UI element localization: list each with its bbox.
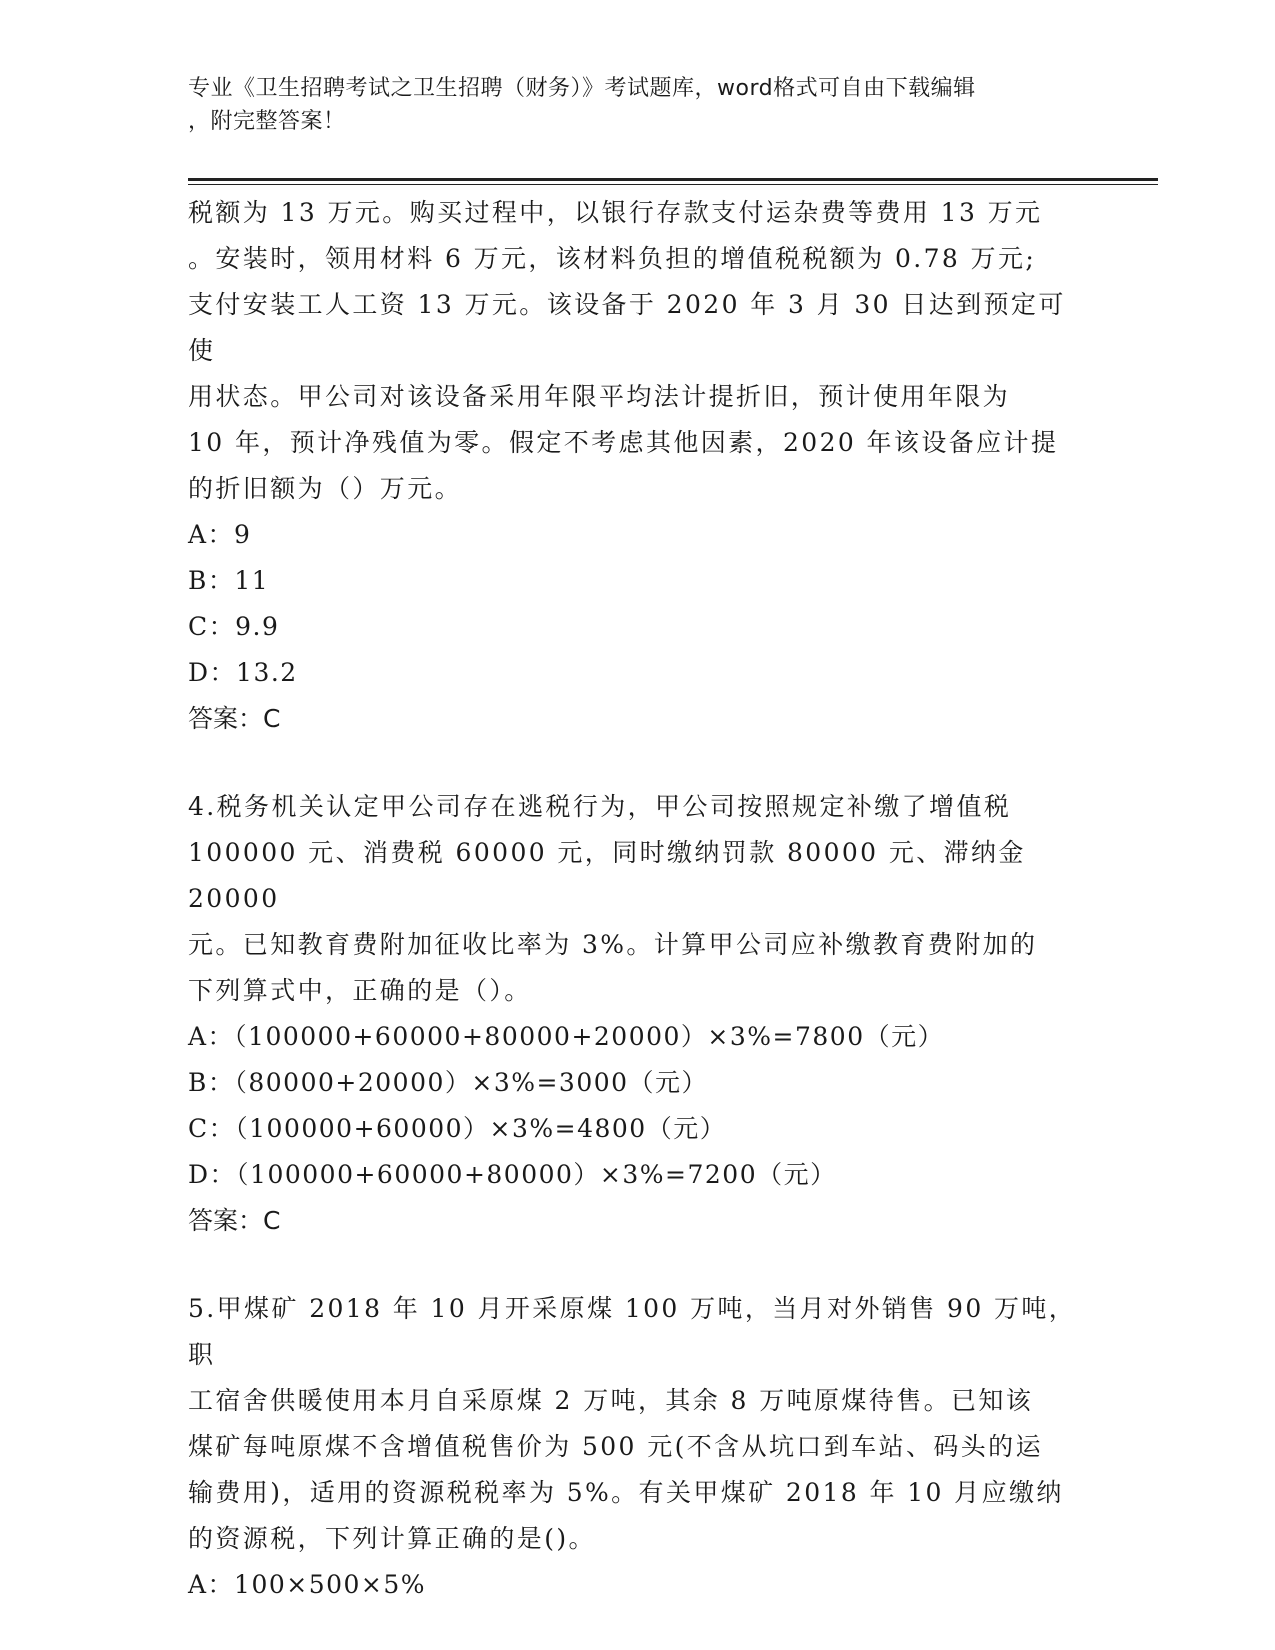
question-4-line: 4.税务机关认定甲公司存在逃税行为，甲公司按照规定补缴了增值税 — [188, 792, 1012, 821]
question-4-option-c: C：（100000+60000）×3%=4800（元） — [188, 1114, 727, 1143]
question-3-line: 的折旧额为（）万元。 — [188, 474, 463, 503]
question-4-option-d: D：（100000+60000+80000）×3%=7200（元） — [188, 1160, 837, 1189]
question-4-option-b: B：（80000+20000）×3%=3000（元） — [188, 1068, 709, 1097]
question-3-line: 用状态。甲公司对该设备采用年限平均法计提折旧，预计使用年限为 — [188, 382, 1011, 411]
question-spacer — [188, 742, 1078, 784]
question-3-option-a: A：9 — [188, 520, 252, 549]
question-4-option-a: A：（100000+60000+80000+20000）×3%=7800（元） — [188, 1022, 945, 1051]
header-line-1: 专业《卫生招聘考试之卫生招聘（财务）》考试题库，word格式可自由下载编辑 — [188, 76, 976, 101]
header-divider-thick — [188, 178, 1158, 181]
question-3-line: 税额为 13 万元。购买过程中，以银行存款支付运杂费等费用 13 万元 — [188, 198, 1043, 227]
question-3-line: 。安装时，领用材料 6 万元，该材料负担的增值税税额为 0.78 万元; — [188, 244, 1037, 273]
question-5-option-a: A：100×500×5% — [188, 1570, 427, 1599]
question-5-line: 输费用)，适用的资源税税率为 5%。有关甲煤矿 2018 年 10 月应缴纳 — [188, 1478, 1064, 1507]
question-5-line: 5.甲煤矿 2018 年 10 月开采原煤 100 万吨，当月对外销售 90 万吨，职 — [188, 1294, 1077, 1369]
question-5-line: 的资源税，下列计算正确的是()。 — [188, 1524, 596, 1553]
document-header — [188, 72, 1068, 138]
question-3-option-b: B：11 — [188, 566, 270, 595]
question-spacer — [188, 1244, 1078, 1286]
question-3-line: 10 年，预计净残值为零。假定不考虑其他因素，2020 年该设备应计提 — [188, 428, 1059, 457]
question-3-answer: 答案：C — [188, 704, 281, 733]
question-4-line: 元。已知教育费附加征收比率为 3%。计算甲公司应补缴教育费附加的 — [188, 930, 1038, 959]
document-body — [188, 190, 1078, 1608]
question-4-line: 100000 元、消费税 60000 元，同时缴纳罚款 80000 元、滞纳金 20000 — [188, 838, 1026, 913]
question-3-line: 支付安装工人工资 13 万元。该设备于 2020 年 3 月 30 日达到预定可使 — [188, 290, 1066, 365]
question-4-line: 下列算式中，正确的是（）。 — [188, 976, 532, 1005]
question-3 — [188, 190, 1078, 742]
header-divider-thin — [188, 184, 1158, 185]
question-5 — [188, 1286, 1078, 1608]
question-5-line: 煤矿每吨原煤不含增值税售价为 500 元(不含从坑口到车站、码头的运 — [188, 1432, 1043, 1461]
question-3-option-d: D：13.2 — [188, 658, 298, 687]
question-4 — [188, 784, 1078, 1244]
header-line-2: ，附完整答案！ — [188, 109, 346, 134]
question-4-answer: 答案：C — [188, 1206, 281, 1235]
question-5-line: 工宿舍供暖使用本月自采原煤 2 万吨，其余 8 万吨原煤待售。已知该 — [188, 1386, 1034, 1415]
question-3-option-c: C：9.9 — [188, 612, 280, 641]
